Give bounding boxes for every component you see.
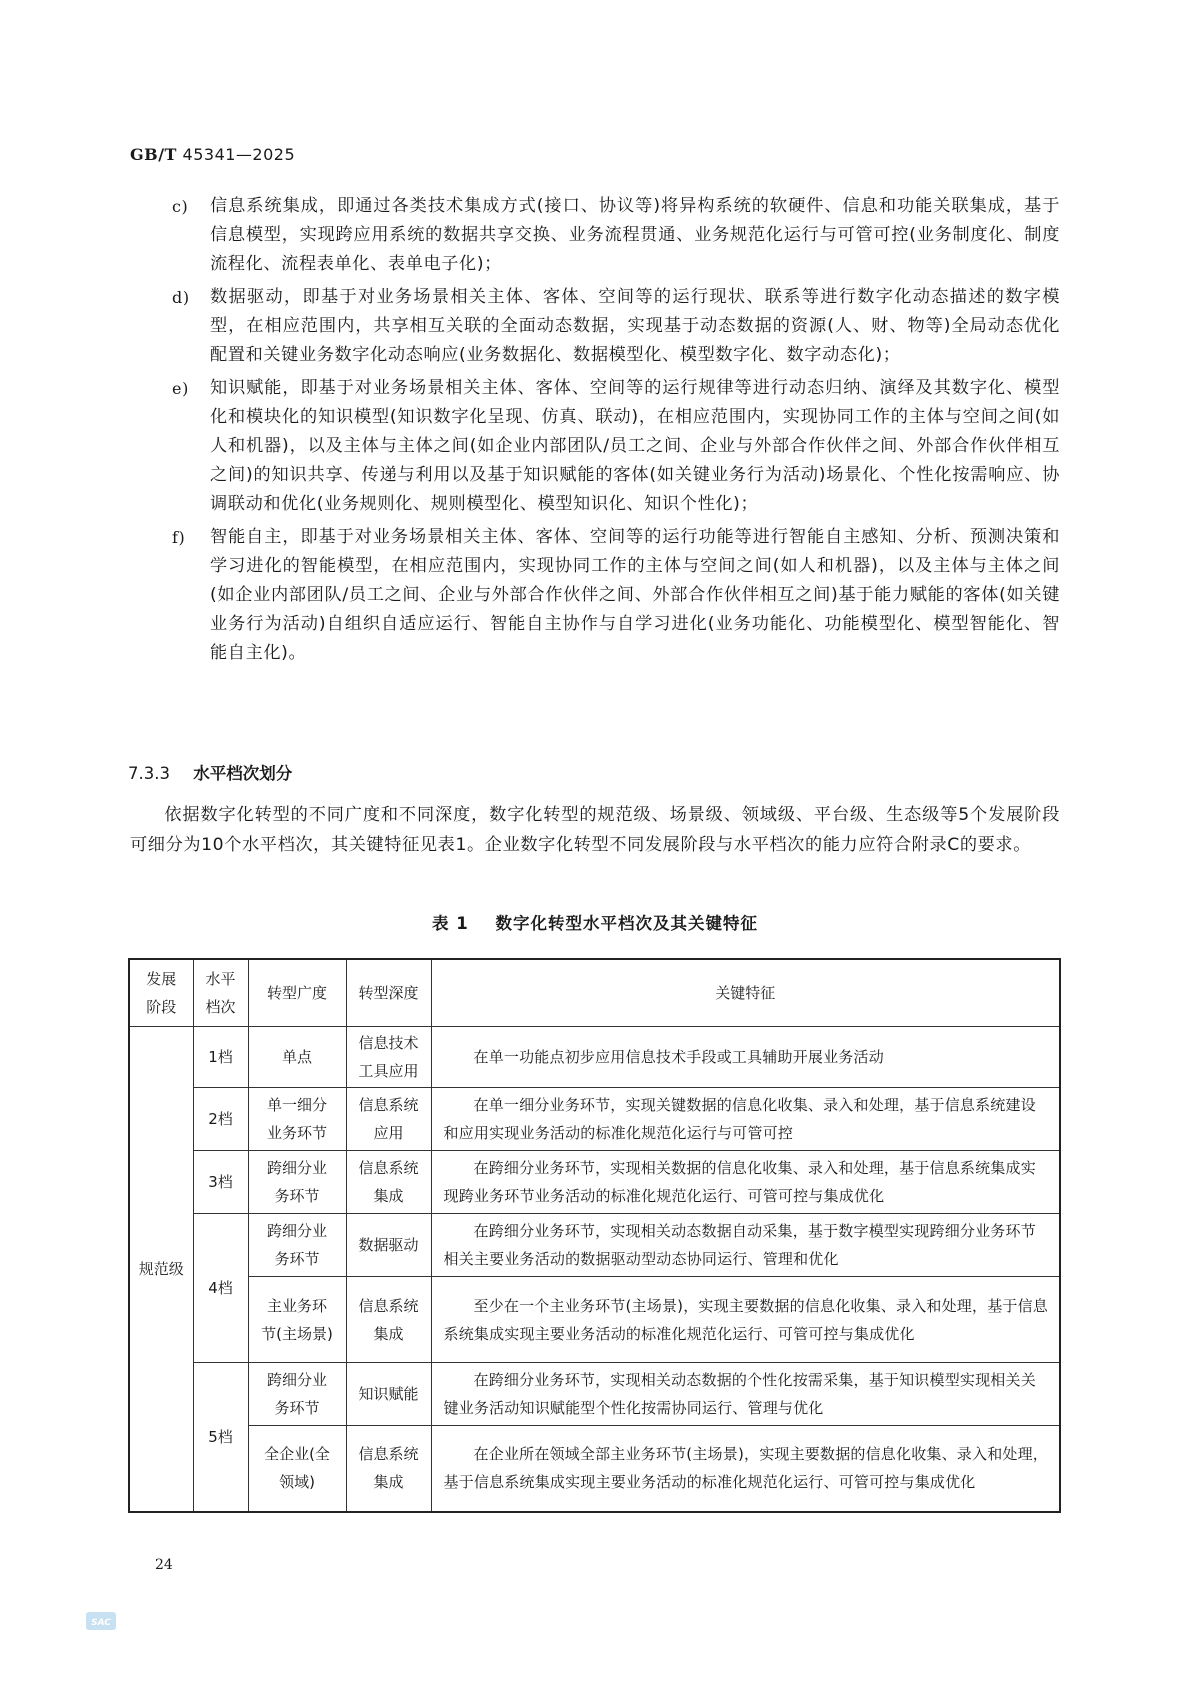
section-heading bbox=[128, 760, 292, 784]
table-row bbox=[129, 1027, 1060, 1088]
standard-number: 45341—2025 bbox=[182, 145, 296, 164]
section-title: 水平档次划分 bbox=[193, 764, 293, 783]
list-marker: e) bbox=[172, 379, 189, 398]
header-cell: 关键特征 bbox=[431, 959, 1060, 1027]
depth-cell: 信息系统集成 bbox=[346, 1426, 431, 1512]
list-item bbox=[130, 283, 1060, 370]
depth-cell: 数据驱动 bbox=[346, 1214, 431, 1277]
table-row bbox=[129, 1277, 1060, 1363]
integration-level-list bbox=[130, 192, 1060, 672]
depth-cell: 信息系统应用 bbox=[346, 1088, 431, 1151]
table-caption bbox=[0, 910, 1190, 934]
page-number: 24 bbox=[155, 1557, 173, 1573]
table-header-row bbox=[129, 959, 1060, 1027]
list-item-text: 信息系统集成，即通过各类技术集成方式(接口、协议等)将异构系统的软硬件、信息和功能关联集成，基于信息模型，实现跨应用系统的数据共享交换、业务流程贯通、业务规范化运行与可管可控(业务制度化、制度流程化、流程表单化、表单电子化)； bbox=[210, 196, 1060, 274]
table-row bbox=[129, 1214, 1060, 1277]
feature-cell: 在跨细分业务环节，实现相关数据的信息化收集、录入和处理，基于信息系统集成实现跨业务环节业务活动的标准化规范化运行、可管可控与集成优化 bbox=[431, 1151, 1060, 1214]
list-marker: c) bbox=[172, 197, 189, 216]
list-item bbox=[130, 523, 1060, 668]
table-caption-number: 表 1 bbox=[432, 914, 469, 933]
list-item-text: 智能自主，即基于对业务场景相关主体、客体、空间等的运行功能等进行智能自主感知、分析、预测决策和学习进化的智能模型，在相应范围内，实现协同工作的主体与空间之间(如人和机器)，以及主体与主体之间(如企业内部团队/员工之间、企业与外部合作伙伴之间、外部合作伙伴相互之间)基于能力赋能的客体(如关键业务行为活动)自组织自适应运行、智能自主协作与自学习进化(业务功能化、功能模型化、模型智能化、智能自主化)。 bbox=[210, 527, 1060, 663]
level-cell: 2档 bbox=[193, 1088, 248, 1151]
level-cell: 4档 bbox=[193, 1214, 248, 1363]
feature-cell: 在单一功能点初步应用信息技术手段或工具辅助开展业务活动 bbox=[431, 1027, 1060, 1088]
header-cell: 水平档次 bbox=[193, 959, 248, 1027]
level-features-table bbox=[128, 958, 1061, 1513]
table-row bbox=[129, 1151, 1060, 1214]
breadth-cell: 跨细分业务环节 bbox=[248, 1363, 346, 1426]
table-caption-title: 数字化转型水平档次及其关键特征 bbox=[495, 914, 758, 933]
standard-code: GB/T bbox=[130, 145, 177, 164]
sac-logo-icon bbox=[86, 1612, 116, 1630]
feature-cell: 在企业所在领域全部主业务环节(主场景)，实现主要数据的信息化收集、录入和处理，基于信息系统集成实现主要业务活动的标准化规范化运行、可管可控与集成优化 bbox=[431, 1426, 1060, 1512]
list-item bbox=[130, 192, 1060, 279]
breadth-cell: 主业务环节(主场景) bbox=[248, 1277, 346, 1363]
breadth-cell: 单点 bbox=[248, 1027, 346, 1088]
depth-cell: 信息技术工具应用 bbox=[346, 1027, 431, 1088]
standard-header bbox=[130, 145, 295, 164]
depth-cell: 信息系统集成 bbox=[346, 1277, 431, 1363]
level-cell: 3档 bbox=[193, 1151, 248, 1214]
svg-text:SAC: SAC bbox=[91, 1618, 111, 1628]
feature-cell: 在跨细分业务环节，实现相关动态数据自动采集，基于数字模型实现跨细分业务环节相关主要业务活动的数据驱动型动态协同运行、管理和优化 bbox=[431, 1214, 1060, 1277]
body-paragraph: 依据数字化转型的不同广度和不同深度，数字化转型的规范级、场景级、领域级、平台级、生态级等5个发展阶段可细分为10个水平档次，其关键特征见表1。企业数字化转型不同发展阶段与水平档次的能力应符合附录C的要求。 bbox=[130, 805, 1060, 855]
feature-cell: 在单一细分业务环节，实现关键数据的信息化收集、录入和处理，基于信息系统建设和应用实现业务活动的标准化规范化运行与可管可控 bbox=[431, 1088, 1060, 1151]
depth-cell: 信息系统集成 bbox=[346, 1151, 431, 1214]
list-item-text: 数据驱动，即基于对业务场景相关主体、客体、空间等的运行现状、联系等进行数字化动态描述的数字模型，在相应范围内，共享相互关联的全面动态数据，实现基于动态数据的资源(人、财、物等)全局动态优化配置和关键业务数字化动态响应(业务数据化、数据模型化、模型数字化、数字动态化)； bbox=[210, 287, 1060, 365]
breadth-cell: 单一细分业务环节 bbox=[248, 1088, 346, 1151]
table-row bbox=[129, 1363, 1060, 1426]
section-number: 7.3.3 bbox=[128, 764, 170, 783]
breadth-cell: 跨细分业务环节 bbox=[248, 1214, 346, 1277]
breadth-cell: 全企业(全领域) bbox=[248, 1426, 346, 1512]
level-cell: 5档 bbox=[193, 1363, 248, 1512]
table-row bbox=[129, 1426, 1060, 1512]
list-item-text: 知识赋能，即基于对业务场景相关主体、客体、空间等的运行规律等进行动态归纳、演绎及其数字化、模型化和模块化的知识模型(知识数字化呈现、仿真、联动)，在相应范围内，实现协同工作的主体与空间之间(如人和机器)，以及主体与主体之间(如企业内部团队/员工之间、企业与外部合作伙伴之间、外部合作伙伴相互之间)的知识共享、传递与利用以及基于知识赋能的客体(如关键业务行为活动)场景化、个性化按需响应、协调联动和优化(业务规则化、规则模型化、模型知识化、知识个性化)； bbox=[210, 378, 1060, 514]
feature-cell: 在跨细分业务环节，实现相关动态数据的个性化按需采集，基于知识模型实现相关关键业务活动知识赋能型个性化按需协同运行、管理与优化 bbox=[431, 1363, 1060, 1426]
header-cell: 转型广度 bbox=[248, 959, 346, 1027]
list-marker: d) bbox=[172, 288, 190, 307]
table-row bbox=[129, 1088, 1060, 1151]
list-marker: f) bbox=[172, 528, 186, 547]
list-item bbox=[130, 374, 1060, 519]
level-cell: 1档 bbox=[193, 1027, 248, 1088]
header-cell: 发展阶段 bbox=[129, 959, 193, 1027]
depth-cell: 知识赋能 bbox=[346, 1363, 431, 1426]
stage-cell: 规范级 bbox=[129, 1027, 193, 1512]
feature-cell: 至少在一个主业务环节(主场景)，实现主要数据的信息化收集、录入和处理，基于信息系统集成实现主要业务活动的标准化规范化运行、可管可控与集成优化 bbox=[431, 1277, 1060, 1363]
breadth-cell: 跨细分业务环节 bbox=[248, 1151, 346, 1214]
header-cell: 转型深度 bbox=[346, 959, 431, 1027]
